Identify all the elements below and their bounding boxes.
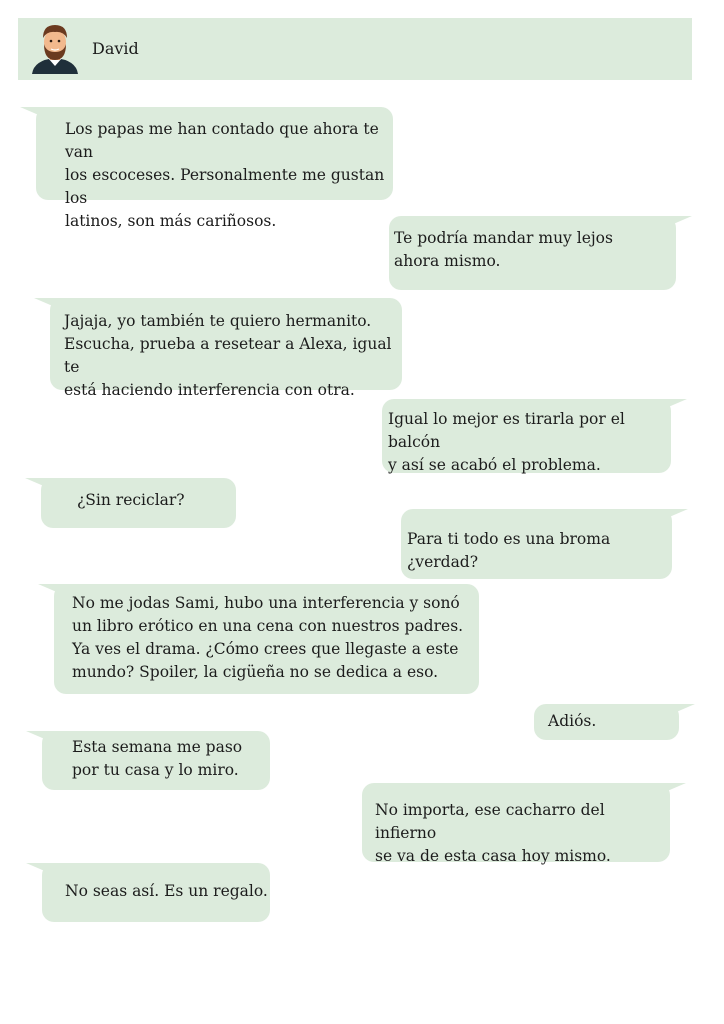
message-bubble-outgoing: Para ti todo es una broma ¿verdad? xyxy=(401,509,672,579)
message-bubble-outgoing: Adiós. xyxy=(534,704,679,740)
message-bubble-outgoing: Te podría mandar muy lejos ahora mismo. xyxy=(389,216,676,290)
message-bubble-incoming: No seas así. Es un regalo. xyxy=(42,863,270,922)
message-bubble-incoming: No me jodas Sami, hubo una interferencia y sonó un libro erótico en una cena con nuestros padres. Ya ves el drama. ¿Cómo crees que llegaste a este mundo? Spoiler, la cigüeña no se dedica a eso. xyxy=(54,584,479,694)
message-bubble-outgoing: No importa, ese cacharro del infierno se va de esta casa hoy mismo. xyxy=(362,783,670,862)
bearded-man-avatar-icon xyxy=(30,22,80,74)
contact-name: David xyxy=(92,39,139,58)
message-bubble-incoming: Los papas me han contado que ahora te van los escoceses. Personalmente me gustan los latinos, son más cariñosos. xyxy=(36,107,393,200)
message-bubble-outgoing: Igual lo mejor es tirarla por el balcón y así se acabó el problema. xyxy=(382,399,671,473)
message-bubble-incoming: ¿Sin reciclar? xyxy=(41,478,236,528)
message-bubble-incoming: Jajaja, yo también te quiero hermanito. Escucha, prueba a resetear a Alexa, igual te está haciendo interferencia con otra. xyxy=(50,298,402,390)
message-bubble-incoming: Esta semana me paso por tu casa y lo miro. xyxy=(42,731,270,790)
chat-header xyxy=(18,18,692,80)
